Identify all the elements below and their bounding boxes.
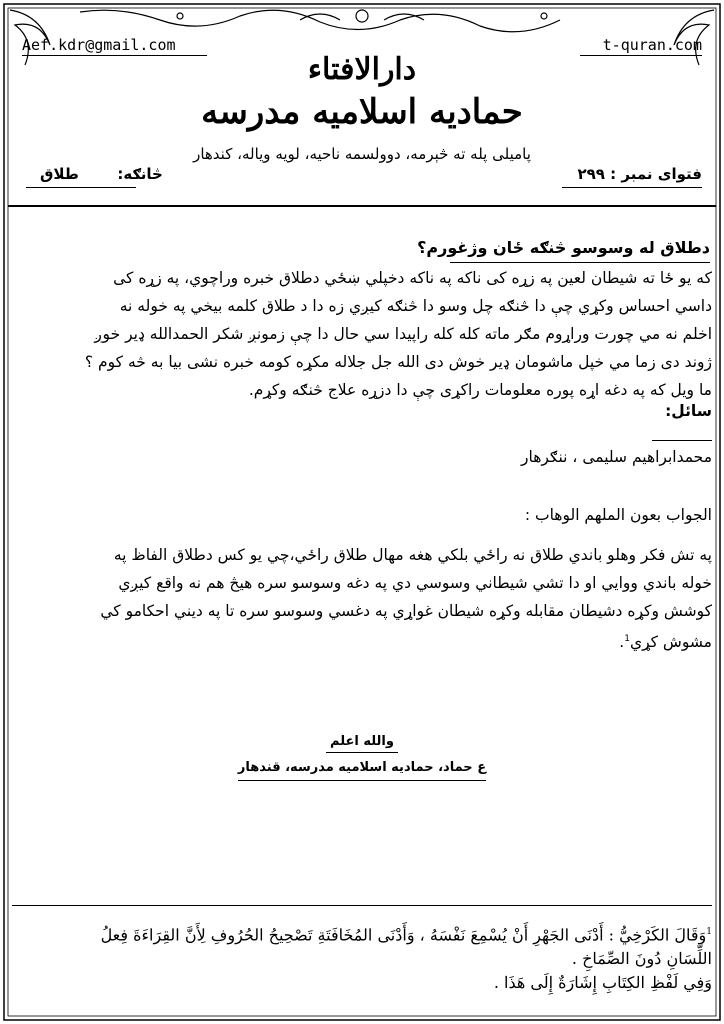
signature-underline <box>238 780 486 781</box>
answer-line: خوله باندي ووایي او دا تشي شیطاني وسوسي دي په دغه وسوسو سره هیڅ هم نه واقع کیږي <box>118 574 712 592</box>
closing-phrase: والله اعلم <box>330 734 394 749</box>
fatwa-number: ۲۹۹ <box>577 165 605 183</box>
fatwa-label: فتوای نمبر : <box>610 165 702 183</box>
footnote-divider <box>12 905 712 906</box>
answer-body <box>12 541 712 656</box>
fatwa-number-block <box>577 165 702 183</box>
footnote <box>12 920 712 995</box>
answer-line: مشوش کړي <box>629 633 712 652</box>
website-link[interactable]: t-quran.com <box>602 36 702 54</box>
question-title-underline <box>450 262 710 263</box>
category-label: څانګه: <box>117 165 163 183</box>
question-body <box>12 264 712 404</box>
madrasa-name: حمادیه اسلامیه مدرسه <box>201 92 523 132</box>
category-value: طلاق <box>40 165 79 183</box>
madrasa-address: پامیلی پله ته څېرمه، دوولسمه ناحیه، لویه ویاله، کندهار <box>193 145 531 163</box>
signature: ع حماد، حمادیه اسلامیه مدرسه، قندهار <box>237 760 487 775</box>
asker-underline <box>652 440 712 441</box>
asker-name: محمدابراهیم سلیمی ، ننګرهار <box>521 448 712 466</box>
institute-title: دارالافتاء <box>307 52 417 87</box>
header-divider <box>8 205 716 207</box>
footnote-line-first <box>12 920 712 947</box>
closing-underline <box>326 752 398 753</box>
answer-line-last: مشوش کړي$^1$. <box>619 633 712 652</box>
question-line: اخلم نه مي چورت وراړوم مګر ماته کله کله راپیدا سي حال دا چې زمونږ شکر الحمدالله ډیر خوږ <box>94 325 712 343</box>
fatwa-underline <box>562 187 702 188</box>
email-link[interactable]: Aef.kdr@gmail.com <box>22 36 176 54</box>
question-title: دطلاق له وسوسو څنګه ځان وژغورم؟ <box>417 238 710 257</box>
footnote-line: وَقَالَ الكَرْخِيُّ : أَدْنَى الجَهْرِ أَنْ يُسْمِعَ نَفْسَهُ ، وَأَدْنَى المُخَافَتَةِ تَصْحِيحُ الحُرُوفِ لِأَنَّ القِرَاءَةَ فِعلُ <box>100 925 707 945</box>
question-line: ژوند دی زما مي خپل ماشومان ډیر خوش دی الله جل جلاله مکړه کومه خبره نشی بیا به څه کوم ؟ <box>84 353 712 371</box>
question-line: ما ویل که په دغه اړه پوره معلومات راکړی چې دا دزړه علاج څنګه وکړم. <box>248 381 712 399</box>
answer-line: کوشش وکړه دشیطان مقابله وکړه شیطان غواړي په دغسي وسوسو سره تا په دیني احکامو کي <box>100 602 712 620</box>
footnote-ref[interactable]: 1 <box>624 634 630 644</box>
footnote-line: وَفِي لَفْظِ الكِتَابِ إِشَارَةٌ إِلَى هَذَا . <box>493 973 712 993</box>
asker-label: سائل: <box>665 402 712 420</box>
footnote-number: 1 <box>706 927 712 937</box>
question-line: که یو ځا ته شیطان لعین په زړه کی ناکه په ناکه دخپلي ښځي دطلاق خبره وراچوي، په زړه کی <box>113 269 712 287</box>
category-underline <box>26 187 136 188</box>
answer-line: په تش فکر وهلو باندي طلاق نه راځي بلکي هغه مهال طلاق راځي،چي یو کس دطلاق الفاظ په <box>113 546 712 564</box>
answer-opening: الجواب بعون الملهم الوهاب : <box>524 506 712 524</box>
question-line: داسي احساس وکړي چې دا څنګه چل وسو دا څنګه کیږي زه دا د طلاق کلمه بیخي په خوله نه <box>119 297 712 315</box>
footnote-line: اللِّسَانِ دُونَ الصِّمَاخِ . <box>571 949 712 969</box>
category-block <box>40 165 163 183</box>
